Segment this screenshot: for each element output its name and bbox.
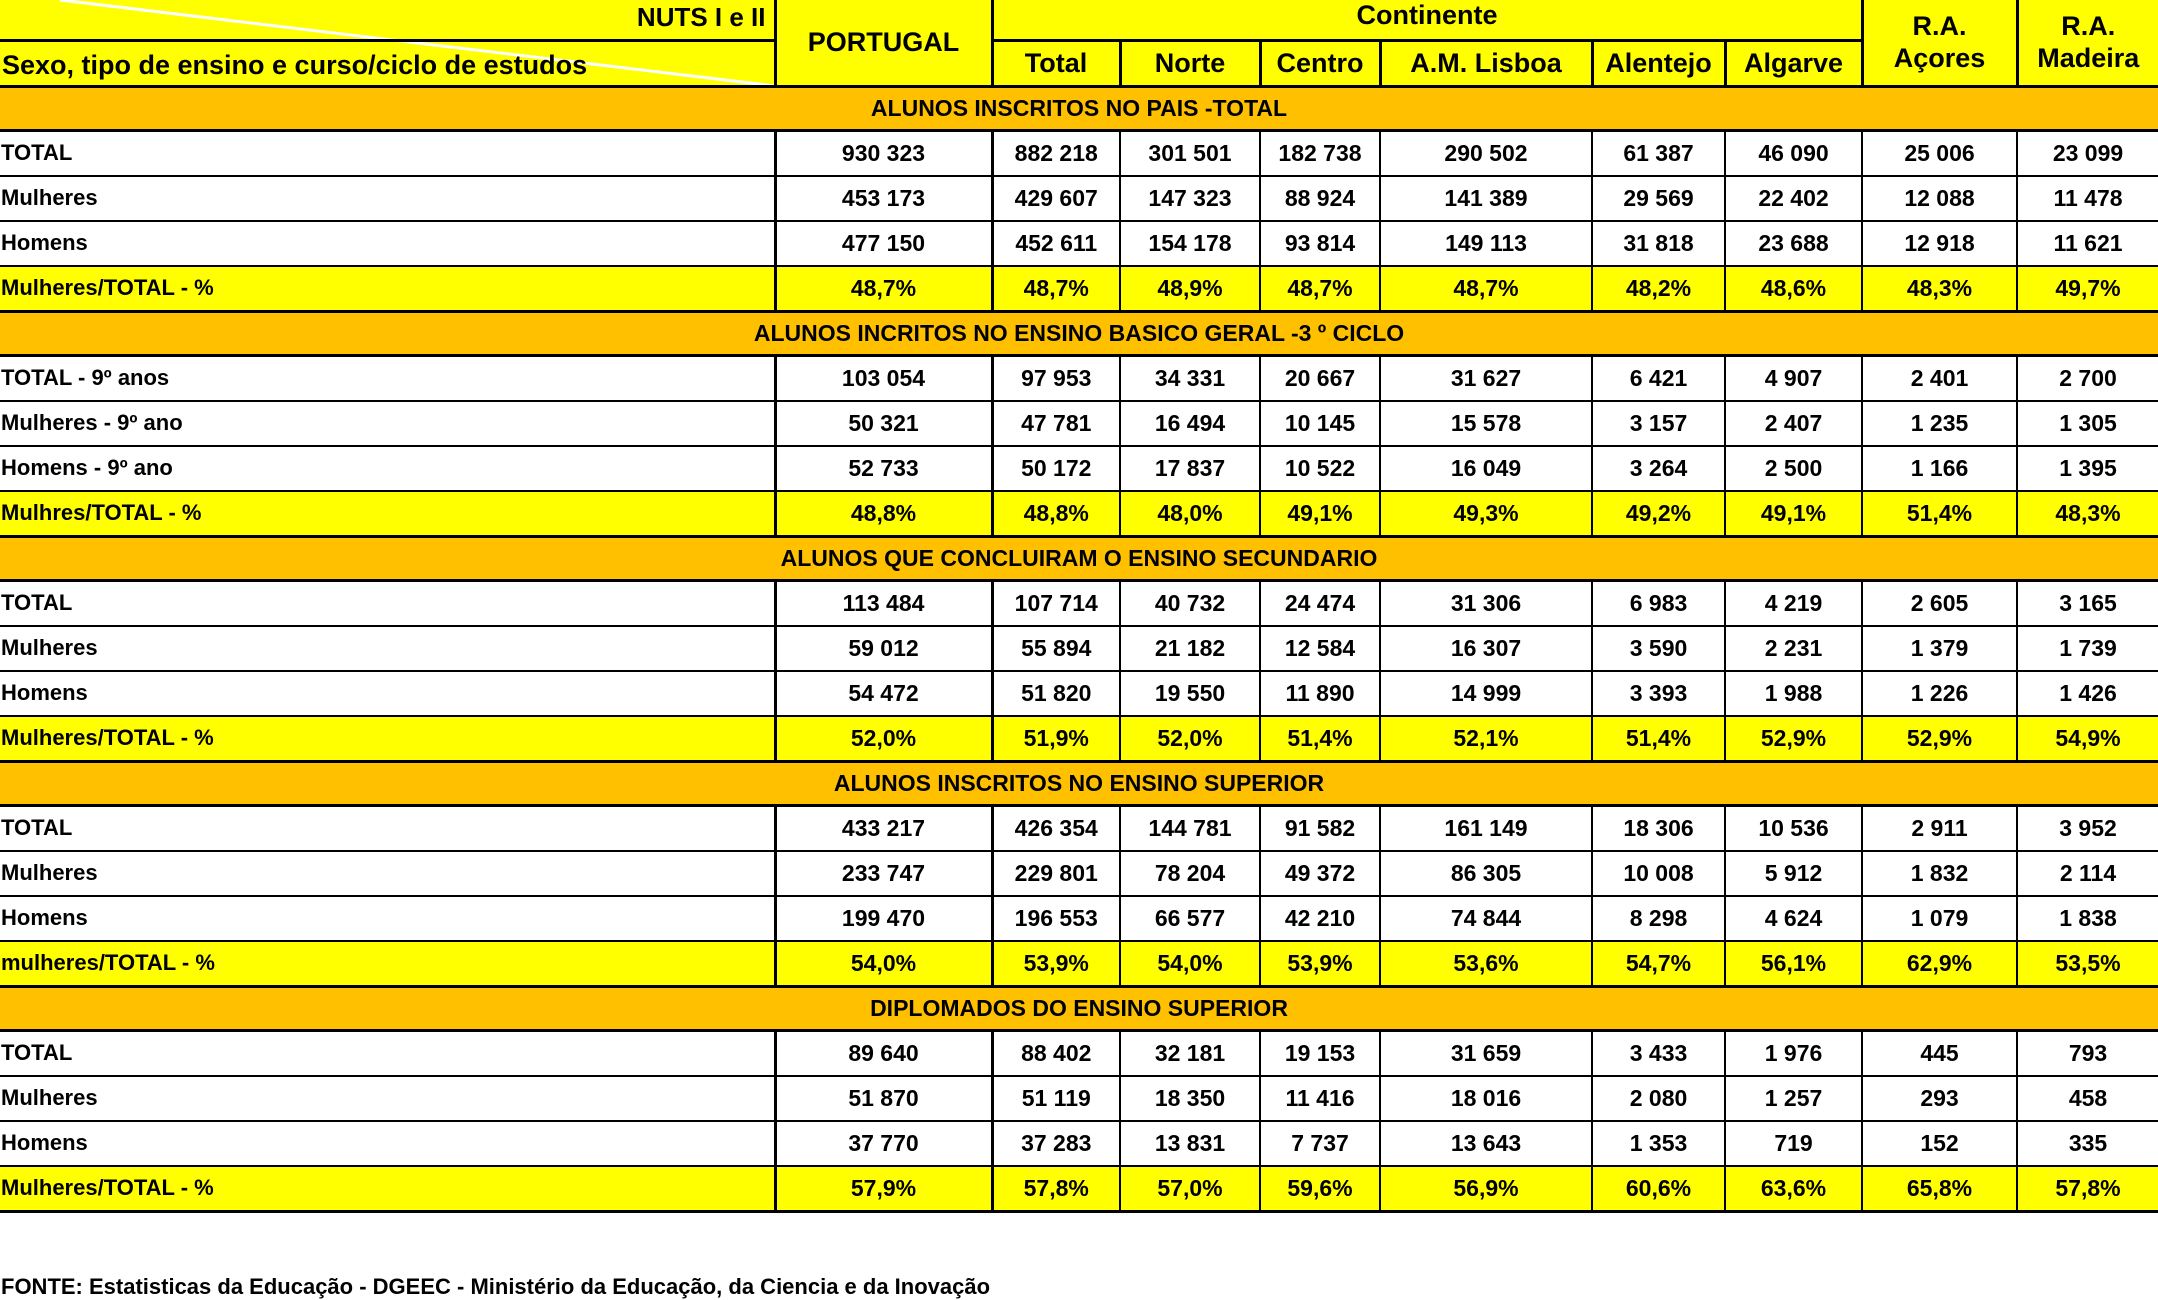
percentage-row bbox=[0, 716, 2158, 762]
table-cell: 51,9% bbox=[992, 716, 1120, 762]
table-cell: 62,9% bbox=[1862, 941, 2017, 987]
table-cell: 3 433 bbox=[1592, 1030, 1725, 1076]
table-cell: 15 578 bbox=[1380, 401, 1592, 446]
row-label: Mulheres/TOTAL - % bbox=[0, 716, 775, 762]
table-cell: 7 737 bbox=[1260, 1121, 1380, 1166]
table-cell: 1 257 bbox=[1725, 1076, 1862, 1121]
section-header-row bbox=[0, 311, 2158, 355]
section-header-row bbox=[0, 761, 2158, 805]
row-label: Mulheres bbox=[0, 626, 775, 671]
table-cell: 719 bbox=[1725, 1121, 1862, 1166]
table-cell: 1 739 bbox=[2017, 626, 2158, 671]
percentage-row bbox=[0, 491, 2158, 537]
table-row bbox=[0, 896, 2158, 941]
table-cell: 49,1% bbox=[1260, 491, 1380, 537]
table-cell: 152 bbox=[1862, 1121, 2017, 1166]
table-cell: 50 172 bbox=[992, 446, 1120, 491]
table-cell: 293 bbox=[1862, 1076, 2017, 1121]
table-cell: 8 298 bbox=[1592, 896, 1725, 941]
table-cell: 54,9% bbox=[2017, 716, 2158, 762]
table-cell: 52,0% bbox=[1120, 716, 1260, 762]
table-cell: 50 321 bbox=[775, 401, 992, 446]
table-cell: 54,0% bbox=[1120, 941, 1260, 987]
table-cell: 48,3% bbox=[1862, 266, 2017, 312]
row-label: Mulheres - 9º ano bbox=[0, 401, 775, 446]
table-cell: 19 153 bbox=[1260, 1030, 1380, 1076]
table-cell: 10 145 bbox=[1260, 401, 1380, 446]
table-cell: 445 bbox=[1862, 1030, 2017, 1076]
table-cell: 433 217 bbox=[775, 805, 992, 851]
table-row bbox=[0, 401, 2158, 446]
table-cell: 2 911 bbox=[1862, 805, 2017, 851]
table-cell: 452 611 bbox=[992, 221, 1120, 266]
table-cell: 18 306 bbox=[1592, 805, 1725, 851]
table-cell: 793 bbox=[2017, 1030, 2158, 1076]
table-cell: 66 577 bbox=[1120, 896, 1260, 941]
table-cell: 3 165 bbox=[2017, 580, 2158, 626]
table-cell: 52,1% bbox=[1380, 716, 1592, 762]
table-cell: 196 553 bbox=[992, 896, 1120, 941]
table-cell: 49,3% bbox=[1380, 491, 1592, 537]
table-cell: 23 688 bbox=[1725, 221, 1862, 266]
row-label: Homens - 9º ano bbox=[0, 446, 775, 491]
table-cell: 182 738 bbox=[1260, 130, 1380, 176]
table-cell: 12 918 bbox=[1862, 221, 2017, 266]
table-cell: 88 402 bbox=[992, 1030, 1120, 1076]
row-label: TOTAL bbox=[0, 1030, 775, 1076]
header-corner-cell bbox=[0, 0, 775, 86]
section-title: ALUNOS INSCRITOS NO ENSINO SUPERIOR bbox=[0, 761, 2158, 805]
table-cell: 6 421 bbox=[1592, 355, 1725, 401]
table-cell: 48,7% bbox=[1260, 266, 1380, 312]
table-cell: 48,8% bbox=[992, 491, 1120, 537]
table-cell: 59,6% bbox=[1260, 1166, 1380, 1212]
table-cell: 141 389 bbox=[1380, 176, 1592, 221]
table-cell: 477 150 bbox=[775, 221, 992, 266]
section-title: DIPLOMADOS DO ENSINO SUPERIOR bbox=[0, 986, 2158, 1030]
table-cell: 32 181 bbox=[1120, 1030, 1260, 1076]
table-cell: 10 522 bbox=[1260, 446, 1380, 491]
table-cell: 199 470 bbox=[775, 896, 992, 941]
table-cell: 11 478 bbox=[2017, 176, 2158, 221]
table-row bbox=[0, 626, 2158, 671]
table-cell: 57,8% bbox=[2017, 1166, 2158, 1212]
table-cell: 16 307 bbox=[1380, 626, 1592, 671]
table-cell: 56,9% bbox=[1380, 1166, 1592, 1212]
row-label: TOTAL - 9º anos bbox=[0, 355, 775, 401]
table-cell: 48,7% bbox=[992, 266, 1120, 312]
percentage-row bbox=[0, 266, 2158, 312]
table-cell: 13 831 bbox=[1120, 1121, 1260, 1166]
table-cell: 154 178 bbox=[1120, 221, 1260, 266]
table-cell: 16 494 bbox=[1120, 401, 1260, 446]
table-cell: 2 605 bbox=[1862, 580, 2017, 626]
table-cell: 48,7% bbox=[775, 266, 992, 312]
table-cell: 51 119 bbox=[992, 1076, 1120, 1121]
table-cell: 53,9% bbox=[1260, 941, 1380, 987]
table-cell: 13 643 bbox=[1380, 1121, 1592, 1166]
table-cell: 48,8% bbox=[775, 491, 992, 537]
table-cell: 51 870 bbox=[775, 1076, 992, 1121]
table-cell: 53,6% bbox=[1380, 941, 1592, 987]
table-cell: 49 372 bbox=[1260, 851, 1380, 896]
table-cell: 59 012 bbox=[775, 626, 992, 671]
table-cell: 2 500 bbox=[1725, 446, 1862, 491]
table-cell: 19 550 bbox=[1120, 671, 1260, 716]
table-cell: 144 781 bbox=[1120, 805, 1260, 851]
table-cell: 113 484 bbox=[775, 580, 992, 626]
table-cell: 10 536 bbox=[1725, 805, 1862, 851]
table-cell: 1 832 bbox=[1862, 851, 2017, 896]
row-label: TOTAL bbox=[0, 580, 775, 626]
table-cell: 61 387 bbox=[1592, 130, 1725, 176]
table-cell: 1 976 bbox=[1725, 1030, 1862, 1076]
table-cell: 17 837 bbox=[1120, 446, 1260, 491]
table-cell: 2 114 bbox=[2017, 851, 2158, 896]
table-cell: 1 166 bbox=[1862, 446, 2017, 491]
table-cell: 429 607 bbox=[992, 176, 1120, 221]
table-row bbox=[0, 1076, 2158, 1121]
table-cell: 51,4% bbox=[1592, 716, 1725, 762]
table-cell: 51,4% bbox=[1862, 491, 2017, 537]
table-cell: 11 890 bbox=[1260, 671, 1380, 716]
table-cell: 55 894 bbox=[992, 626, 1120, 671]
table-cell: 3 264 bbox=[1592, 446, 1725, 491]
table-cell: 14 999 bbox=[1380, 671, 1592, 716]
table-cell: 31 659 bbox=[1380, 1030, 1592, 1076]
table-cell: 2 231 bbox=[1725, 626, 1862, 671]
row-label: Mulheres bbox=[0, 176, 775, 221]
row-label: TOTAL bbox=[0, 130, 775, 176]
table-cell: 1 305 bbox=[2017, 401, 2158, 446]
table-row bbox=[0, 580, 2158, 626]
table-cell: 52,0% bbox=[775, 716, 992, 762]
table-cell: 335 bbox=[2017, 1121, 2158, 1166]
table-cell: 31 627 bbox=[1380, 355, 1592, 401]
table-cell: 93 814 bbox=[1260, 221, 1380, 266]
table-cell: 4 219 bbox=[1725, 580, 1862, 626]
table-row bbox=[0, 805, 2158, 851]
table-cell: 53,5% bbox=[2017, 941, 2158, 987]
source-note: FONTE: Estatisticas da Educação - DGEEC - Ministério da Educação, da Ciencia e da Inovação bbox=[1, 1274, 991, 1299]
table-cell: 1 353 bbox=[1592, 1121, 1725, 1166]
header-col-norte: Norte bbox=[1120, 40, 1260, 86]
table-cell: 1 379 bbox=[1862, 626, 2017, 671]
table-cell: 57,0% bbox=[1120, 1166, 1260, 1212]
table-cell: 48,7% bbox=[1380, 266, 1592, 312]
table-cell: 930 323 bbox=[775, 130, 992, 176]
table-cell: 78 204 bbox=[1120, 851, 1260, 896]
table-cell: 3 157 bbox=[1592, 401, 1725, 446]
table-row bbox=[0, 355, 2158, 401]
table-cell: 31 818 bbox=[1592, 221, 1725, 266]
table-cell: 18 016 bbox=[1380, 1076, 1592, 1121]
header-acores: R.A. Açores bbox=[1862, 0, 2017, 86]
row-label: Homens bbox=[0, 896, 775, 941]
row-label: Mulhres/TOTAL - % bbox=[0, 491, 775, 537]
table-row bbox=[0, 851, 2158, 896]
table-cell: 2 700 bbox=[2017, 355, 2158, 401]
row-label: Mulheres bbox=[0, 851, 775, 896]
nuts-label: NUTS I e II bbox=[636, 2, 766, 32]
percentage-row bbox=[0, 941, 2158, 987]
table-cell: 301 501 bbox=[1120, 130, 1260, 176]
row-label: Mulheres bbox=[0, 1076, 775, 1121]
table-cell: 52,9% bbox=[1862, 716, 2017, 762]
table-row bbox=[0, 1121, 2158, 1166]
table-cell: 103 054 bbox=[775, 355, 992, 401]
table-cell: 229 801 bbox=[992, 851, 1120, 896]
table-cell: 74 844 bbox=[1380, 896, 1592, 941]
table-cell: 47 781 bbox=[992, 401, 1120, 446]
table-cell: 882 218 bbox=[992, 130, 1120, 176]
row-label: Homens bbox=[0, 671, 775, 716]
table-cell: 49,7% bbox=[2017, 266, 2158, 312]
header-col-algarve: Algarve bbox=[1725, 40, 1862, 86]
table-cell: 63,6% bbox=[1725, 1166, 1862, 1212]
header-col-total: Total bbox=[992, 40, 1120, 86]
table-cell: 48,2% bbox=[1592, 266, 1725, 312]
table-cell: 107 714 bbox=[992, 580, 1120, 626]
table-cell: 6 983 bbox=[1592, 580, 1725, 626]
table-row bbox=[0, 130, 2158, 176]
table-cell: 161 149 bbox=[1380, 805, 1592, 851]
table-cell: 11 416 bbox=[1260, 1076, 1380, 1121]
table-cell: 29 569 bbox=[1592, 176, 1725, 221]
table-cell: 1 079 bbox=[1862, 896, 2017, 941]
table-cell: 4 907 bbox=[1725, 355, 1862, 401]
table-cell: 3 952 bbox=[2017, 805, 2158, 851]
row-label: Mulheres/TOTAL - % bbox=[0, 1166, 775, 1212]
section-header-row bbox=[0, 86, 2158, 130]
table-cell: 89 640 bbox=[775, 1030, 992, 1076]
table-cell: 23 099 bbox=[2017, 130, 2158, 176]
table-row bbox=[0, 671, 2158, 716]
row-label: Homens bbox=[0, 221, 775, 266]
header-col-alentejo: Alentejo bbox=[1592, 40, 1725, 86]
table-row bbox=[0, 176, 2158, 221]
table-cell: 12 088 bbox=[1862, 176, 2017, 221]
table-cell: 1 426 bbox=[2017, 671, 2158, 716]
row-label: Mulheres/TOTAL - % bbox=[0, 266, 775, 312]
table-cell: 11 621 bbox=[2017, 221, 2158, 266]
table-cell: 52 733 bbox=[775, 446, 992, 491]
table-row bbox=[0, 221, 2158, 266]
table-cell: 37 283 bbox=[992, 1121, 1120, 1166]
table-cell: 458 bbox=[2017, 1076, 2158, 1121]
table-cell: 97 953 bbox=[992, 355, 1120, 401]
row-dimension-label: Sexo, tipo de ensino e curso/ciclo de estudos bbox=[2, 49, 588, 80]
section-title: ALUNOS INCRITOS NO ENSINO BASICO GERAL -3 º CICLO bbox=[0, 311, 2158, 355]
table-cell: 40 732 bbox=[1120, 580, 1260, 626]
table-cell: 453 173 bbox=[775, 176, 992, 221]
section-header-row bbox=[0, 986, 2158, 1030]
section-title: ALUNOS INSCRITOS NO PAIS -TOTAL bbox=[0, 86, 2158, 130]
table-row bbox=[0, 446, 2158, 491]
row-label: TOTAL bbox=[0, 805, 775, 851]
percentage-row bbox=[0, 1166, 2158, 1212]
table-cell: 31 306 bbox=[1380, 580, 1592, 626]
table-cell: 233 747 bbox=[775, 851, 992, 896]
table-cell: 4 624 bbox=[1725, 896, 1862, 941]
table-cell: 18 350 bbox=[1120, 1076, 1260, 1121]
table-cell: 54,0% bbox=[775, 941, 992, 987]
table-cell: 56,1% bbox=[1725, 941, 1862, 987]
table-cell: 20 667 bbox=[1260, 355, 1380, 401]
row-label: Homens bbox=[0, 1121, 775, 1166]
table-cell: 290 502 bbox=[1380, 130, 1592, 176]
table-cell: 24 474 bbox=[1260, 580, 1380, 626]
table-cell: 60,6% bbox=[1592, 1166, 1725, 1212]
table-cell: 91 582 bbox=[1260, 805, 1380, 851]
section-title: ALUNOS QUE CONCLUIRAM O ENSINO SECUNDARIO bbox=[0, 536, 2158, 580]
table-cell: 48,3% bbox=[2017, 491, 2158, 537]
header-portugal: PORTUGAL bbox=[775, 0, 992, 86]
table-cell: 57,9% bbox=[775, 1166, 992, 1212]
table-cell: 48,9% bbox=[1120, 266, 1260, 312]
table-cell: 3 393 bbox=[1592, 671, 1725, 716]
table-cell: 52,9% bbox=[1725, 716, 1862, 762]
table-row bbox=[0, 1030, 2158, 1076]
table-cell: 21 182 bbox=[1120, 626, 1260, 671]
table-cell: 25 006 bbox=[1862, 130, 2017, 176]
table-cell: 49,2% bbox=[1592, 491, 1725, 537]
table-cell: 53,9% bbox=[992, 941, 1120, 987]
table-cell: 2 407 bbox=[1725, 401, 1862, 446]
table-cell: 3 590 bbox=[1592, 626, 1725, 671]
table-body bbox=[0, 86, 2158, 1211]
table-cell: 57,8% bbox=[992, 1166, 1120, 1212]
table-cell: 48,6% bbox=[1725, 266, 1862, 312]
table-cell: 65,8% bbox=[1862, 1166, 2017, 1212]
table-cell: 16 049 bbox=[1380, 446, 1592, 491]
table-cell: 426 354 bbox=[992, 805, 1120, 851]
table-cell: 51 820 bbox=[992, 671, 1120, 716]
table-cell: 22 402 bbox=[1725, 176, 1862, 221]
table-cell: 46 090 bbox=[1725, 130, 1862, 176]
table-cell: 2 080 bbox=[1592, 1076, 1725, 1121]
table-cell: 147 323 bbox=[1120, 176, 1260, 221]
header-col-a-m-lisboa: A.M. Lisboa bbox=[1380, 40, 1592, 86]
table-cell: 5 912 bbox=[1725, 851, 1862, 896]
table-cell: 1 235 bbox=[1862, 401, 2017, 446]
table-cell: 1 838 bbox=[2017, 896, 2158, 941]
table-cell: 1 226 bbox=[1862, 671, 2017, 716]
table-cell: 49,1% bbox=[1725, 491, 1862, 537]
table-cell: 37 770 bbox=[775, 1121, 992, 1166]
header-col-centro: Centro bbox=[1260, 40, 1380, 86]
section-header-row bbox=[0, 536, 2158, 580]
row-label: mulheres/TOTAL - % bbox=[0, 941, 775, 987]
header-madeira: R.A. Madeira bbox=[2017, 0, 2158, 86]
table-cell: 1 988 bbox=[1725, 671, 1862, 716]
table-cell: 54 472 bbox=[775, 671, 992, 716]
table-cell: 1 395 bbox=[2017, 446, 2158, 491]
table-cell: 86 305 bbox=[1380, 851, 1592, 896]
table-cell: 42 210 bbox=[1260, 896, 1380, 941]
table-cell: 12 584 bbox=[1260, 626, 1380, 671]
header-continente: Continente bbox=[992, 0, 1862, 40]
table-cell: 10 008 bbox=[1592, 851, 1725, 896]
table-cell: 34 331 bbox=[1120, 355, 1260, 401]
table-cell: 51,4% bbox=[1260, 716, 1380, 762]
table-cell: 2 401 bbox=[1862, 355, 2017, 401]
table-cell: 149 113 bbox=[1380, 221, 1592, 266]
table-cell: 48,0% bbox=[1120, 491, 1260, 537]
table-cell: 54,7% bbox=[1592, 941, 1725, 987]
table-cell: 88 924 bbox=[1260, 176, 1380, 221]
